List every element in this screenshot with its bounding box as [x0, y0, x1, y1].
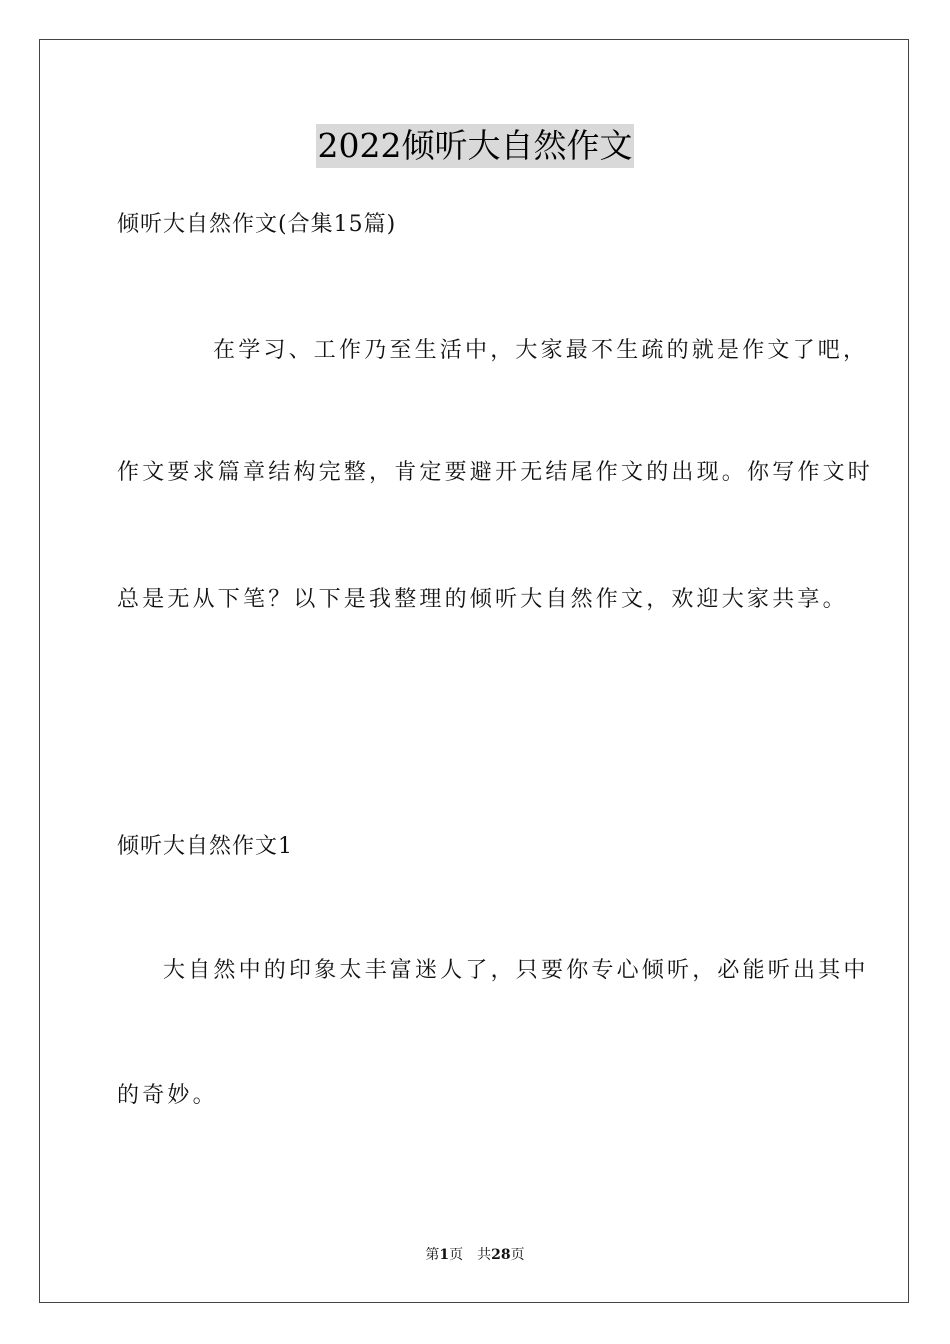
document-subtitle: 倾听大自然作文(合集15篇): [117, 212, 397, 237]
footer-total-pages: 28: [491, 1247, 511, 1263]
footer-total-unit: 页: [510, 1247, 525, 1263]
intro-paragraph-line: 总是无从下笔？以下是我整理的倾听大自然作文，欢迎大家共享。: [117, 587, 848, 612]
section-paragraph-line: 大自然中的印象太丰富迷人了，只要你专心倾听，必能听出其中: [163, 958, 869, 983]
footer-page-prefix: 第: [425, 1247, 440, 1263]
footer-page-unit: 页: [449, 1247, 464, 1263]
footer-current-page: 1: [439, 1247, 450, 1263]
intro-paragraph-line: 作文要求篇章结构完整，肯定要避开无结尾作文的出现。你写作文时: [117, 460, 874, 485]
title-container: [0, 124, 950, 168]
section-heading: 倾听大自然作文1: [117, 834, 293, 859]
section-paragraph-line: 的奇妙。: [117, 1083, 218, 1108]
footer-total-prefix: 共: [477, 1247, 492, 1263]
document-title: 2022倾听大自然作文: [316, 124, 635, 168]
page-footer: [0, 1245, 950, 1265]
intro-paragraph-line: 在学习、工作乃至生活中，大家最不生疏的就是作文了吧，: [213, 338, 869, 363]
